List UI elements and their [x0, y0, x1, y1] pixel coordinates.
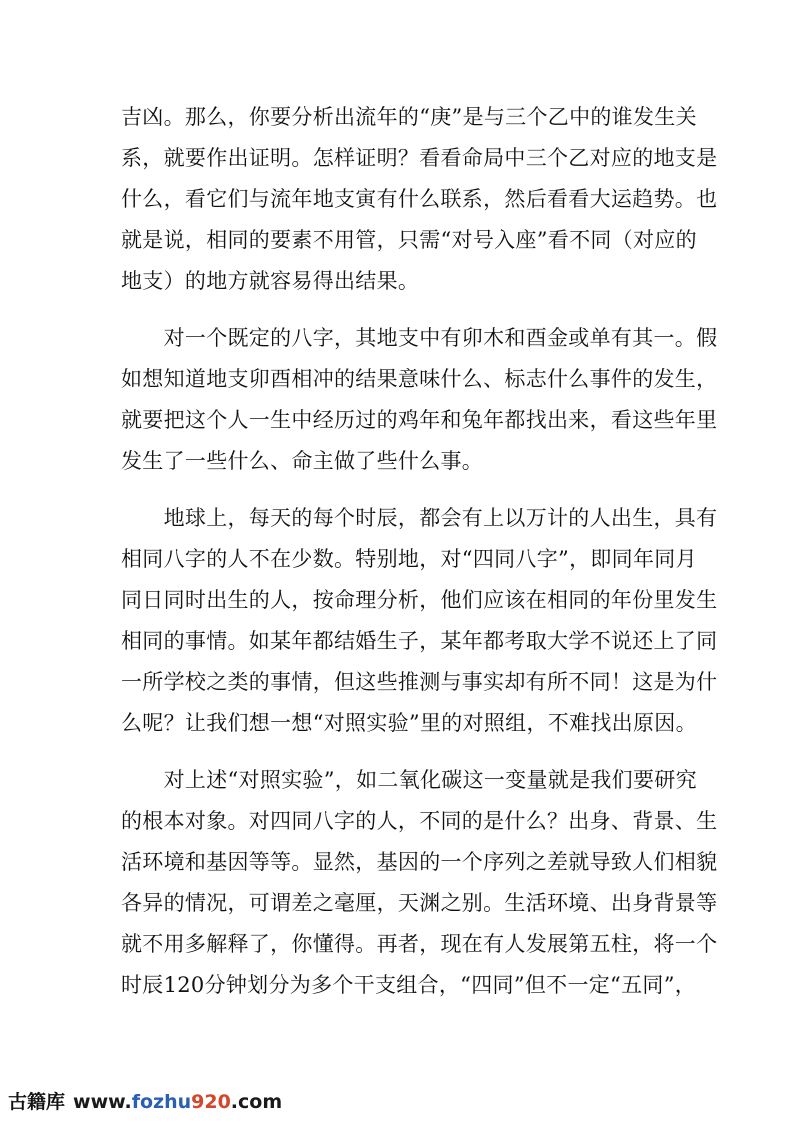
text-line: 地球上，每天的每个时辰，都会有上以万计的人出生，具有 — [121, 506, 718, 530]
text-line: 对一个既定的八字，其地支中有卯木和酉金或单有其一。假 — [121, 326, 718, 350]
article-body — [121, 97, 718, 1022]
text-line: 就是说，相同的要素不用管，只需“对号入座”看不同（对应的 — [121, 228, 697, 252]
text-line: 发生了一些什么、命主做了些什么事。 — [121, 449, 484, 473]
text-line: 如想知道地支卯酉相冲的结果意味什么、标志什么事件的发生， — [121, 367, 718, 391]
text-line: 什么，看它们与流年地支寅有什么联系，然后看看大运趋势。也 — [121, 187, 718, 211]
text-line: 一所学校之类的事情，但这些推测与事实却有所不同！这是为什 — [121, 670, 718, 694]
text-line: 就要把这个人一生中经历过的鸡年和兔年都找出来，看这些年里 — [121, 408, 718, 432]
text-line: 对上述“对照实验”，如二氧化碳这一变量就是我们要研究 — [121, 768, 697, 792]
text-line: 么呢？让我们想一想“对照实验”里的对照组，不难找出原因。 — [121, 711, 697, 735]
text-line: 同日同时出生的人，按命理分析，他们应该在相同的年份里发生 — [121, 588, 718, 612]
paragraph-4 — [121, 760, 718, 1006]
text-line: 的根本对象。对四同八字的人，不同的是什么？出身、背景、生 — [121, 809, 718, 833]
text-line: 活环境和基因等等。显然，基因的一个序列之差就导致人们相貌 — [121, 850, 718, 874]
text-line: 地支）的地方就容易得出结果。 — [121, 269, 420, 293]
watermark-url-prefix: www. — [73, 1091, 132, 1113]
text-line: 相同的事情。如某年都结婚生子，某年都考取大学不说还上了同 — [121, 629, 718, 653]
paragraph-1 — [121, 97, 718, 302]
watermark-url-suffix: .com — [230, 1091, 283, 1113]
watermark-url-name: fozhu — [131, 1091, 192, 1113]
text-line: 就不用多解释了，你懂得。再者，现在有人发展第五柱，将一个 — [121, 932, 718, 956]
paragraph-2 — [121, 318, 718, 482]
site-watermark — [8, 1089, 282, 1115]
text-line: 相同八字的人不在少数。特别地，对“四同八字”，即同年同月 — [121, 547, 697, 571]
text-line: 吉凶。那么，你要分析出流年的“庚”是与三个乙中的谁发生关 — [121, 105, 697, 129]
paragraph-3 — [121, 498, 718, 744]
watermark-brand: 古籍库 — [8, 1091, 66, 1113]
text-line: 时辰120分钟划分为多个干支组合，“四同”但不一定“五同”， — [121, 973, 697, 997]
text-line: 系，就要作出证明。怎样证明？看看命局中三个乙对应的地支是 — [121, 146, 718, 170]
text-line: 各异的情况，可谓差之毫厘，天渊之别。生活环境、出身背景等 — [121, 891, 718, 915]
watermark-url-number: 920 — [191, 1091, 231, 1113]
